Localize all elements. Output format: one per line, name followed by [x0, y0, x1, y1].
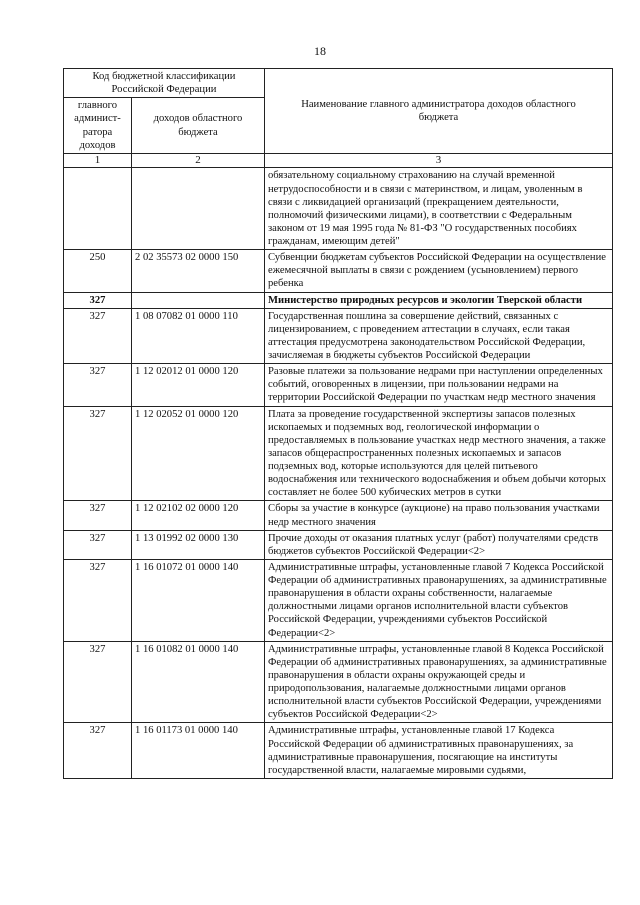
income-name-cell: Прочие доходы от оказания платных услуг (работ) получателями средств бюджетов субъектов Российской Федерации<2>: [265, 530, 613, 559]
budget-code-cell: 1 16 01072 01 0000 140: [132, 559, 265, 641]
column-number-row: [64, 153, 613, 168]
table-row: [64, 501, 613, 530]
table-row: [64, 250, 613, 292]
table-row: [64, 559, 613, 641]
table-row: [64, 723, 613, 779]
column-number-1: 1: [64, 153, 132, 168]
income-name-cell: Плата за проведение государственной экспертизы запасов полезных ископаемых и подземных вод, геологической информации о предоставляемых в пользование участках недр местного значения, а также запасов общераспространенных полезных ископаемых и запасов подземных вод, которые используются для целей питьевого водоснабжения или технического водоснабжения и объем добычи которых составляет не более 500 кубических метров в сутки: [265, 406, 613, 501]
income-name-cell: Сборы за участие в конкурсе (аукционе) на право пользования участками недр местного значения: [265, 501, 613, 530]
admin-code-cell: 327: [64, 530, 132, 559]
admin-code-cell: 327: [64, 559, 132, 641]
admin-code-cell: 327: [64, 364, 132, 406]
income-name-cell: Министерство природных ресурсов и экологии Тверской области: [265, 292, 613, 308]
budget-code-cell: 1 13 01992 02 0000 130: [132, 530, 265, 559]
budget-code-cell: 2 02 35573 02 0000 150: [132, 250, 265, 292]
admin-code-cell: 327: [64, 308, 132, 364]
table-row: [64, 308, 613, 364]
income-name-cell: Административные штрафы, установленные главой 7 Кодекса Российской Федерации об административных правонарушениях, за административные правонарушения в области охраны собственности, налагаемые должностными лицами органов исполнительной власти субъектов Российской Федерации, учреждениями субъектов Российской Федерации<2>: [265, 559, 613, 641]
table-body: [64, 168, 613, 779]
budget-code-cell: 1 12 02102 02 0000 120: [132, 501, 265, 530]
classification-group-header: Код бюджетной классификации Российской Федерации: [64, 69, 265, 98]
column-number-3: 3: [265, 153, 613, 168]
column-number-2: 2: [132, 153, 265, 168]
budget-code-cell: [132, 168, 265, 250]
admin-code-cell: 327: [64, 723, 132, 779]
admin-code-cell: [64, 168, 132, 250]
income-name-cell: Разовые платежи за пользование недрами при наступлении определенных событий, оговоренных в лицензии, при пользовании недрами на территории Российской Федерации по участкам недр местного значения: [265, 364, 613, 406]
budget-code-cell: [132, 292, 265, 308]
budget-code-cell: 1 12 02012 01 0000 120: [132, 364, 265, 406]
budget-code-cell: 1 08 07082 01 0000 110: [132, 308, 265, 364]
income-name-cell: Субвенции бюджетам субъектов Российской Федерации на осуществление ежемесячной выплаты в связи с рождением (усыновлением) первого ребенка: [265, 250, 613, 292]
table-row-ministry: [64, 292, 613, 308]
admin-name-header: [265, 69, 613, 154]
budget-code-cell: 1 16 01173 01 0000 140: [132, 723, 265, 779]
admin-code-cell: 327: [64, 406, 132, 501]
admin-code-cell: 327: [64, 501, 132, 530]
budget-code-cell: 1 12 02052 01 0000 120: [132, 406, 265, 501]
admin-name-header-text: Наименование главного администратора доходов областного бюджета: [301, 98, 576, 123]
income-code-header: [132, 98, 265, 154]
table-row: [64, 168, 613, 250]
table-row: [64, 641, 613, 723]
table-row: [64, 530, 613, 559]
income-name-cell: Административные штрафы, установленные главой 8 Кодекса Российской Федерации об административных правонарушениях, за административные правонарушения в области охраны окружающей среды и природопользования, налагаемые должностными лицами органов исполнительной власти субъектов Российской Федерации, учреждениями субъектов Российской Федерации<2>: [265, 641, 613, 723]
budget-code-cell: 1 16 01082 01 0000 140: [132, 641, 265, 723]
income-name-cell: обязательному социальному страхованию на случай временной нетрудоспособности и в связи с материнством, и лицам, уволенным в связи с ликвидацией организаций (прекращением деятельности, полномочий физическими лицами), в соответствии с Федеральным законом от 19 мая 1995 года № 81-ФЗ "О государственных пособиях гражданам, имеющим детей": [265, 168, 613, 250]
income-code-header-text: доходов областного бюджета: [153, 113, 243, 138]
budget-classification-table: [63, 68, 613, 779]
admin-code-cell: 250: [64, 250, 132, 292]
admin-code-cell: 327: [64, 641, 132, 723]
table-header: [64, 69, 613, 168]
income-name-cell: Государственная пошлина за совершение действий, связанных с лицензированием, с проведением аттестации в случаях, если такая аттестация предусмотрена законодательством Российской Федерации, зачисляемая в бюджеты субъектов Российской Федерации: [265, 308, 613, 364]
admin-code-header: главного админист-ратора доходов: [64, 98, 132, 154]
admin-code-cell: 327: [64, 292, 132, 308]
table-row: [64, 406, 613, 501]
table-row: [64, 364, 613, 406]
income-name-cell: Административные штрафы, установленные главой 17 Кодекса Российской Федерации об административных правонарушениях, за административные правонарушения, посягающие на институты государственной власти, налагаемые мировыми судьями,: [265, 723, 613, 779]
page-number: 18: [314, 44, 326, 58]
